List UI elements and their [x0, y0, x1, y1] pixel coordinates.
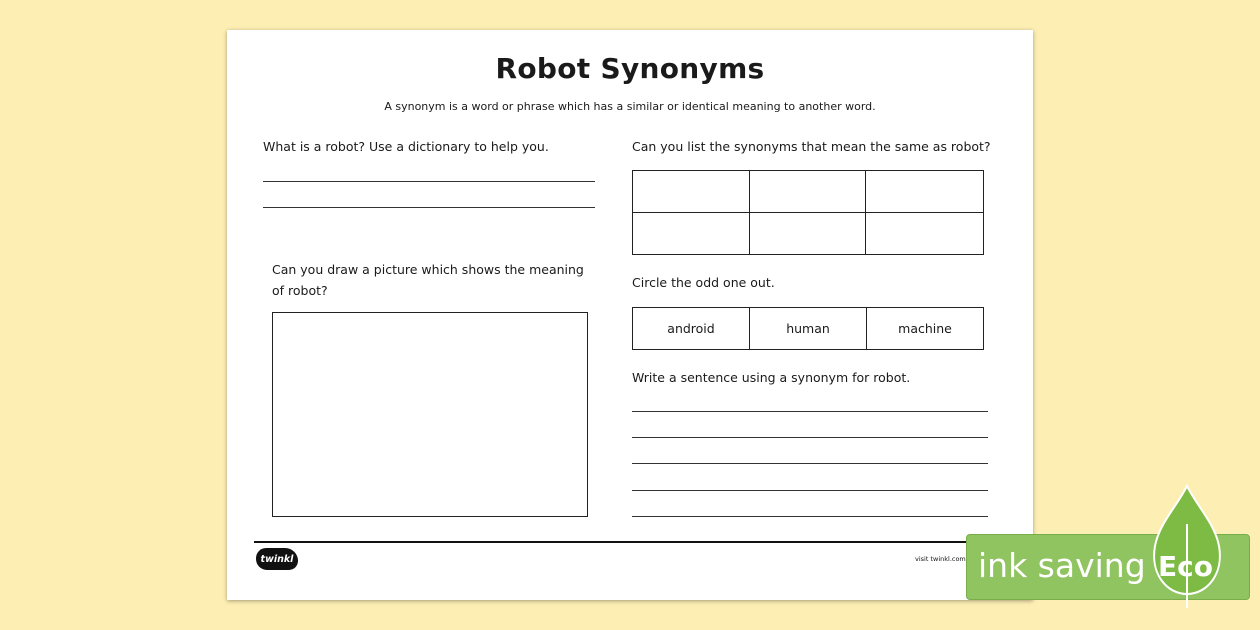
footer-divider [254, 541, 1006, 543]
sentence-line [632, 463, 988, 464]
sentence-line [632, 411, 988, 412]
synonym-cell [866, 213, 983, 255]
twinkl-logo: twinkl [256, 548, 298, 570]
question-draw [272, 259, 584, 301]
answer-line [263, 207, 595, 208]
question-definition: What is a robot? Use a dictionary to help you. [263, 139, 549, 154]
page-subtitle: A synonym is a word or phrase which has a similar or identical meaning to another word. [384, 100, 876, 113]
odd-option-human: human [750, 308, 867, 349]
sentence-line [632, 437, 988, 438]
drawing-box [272, 312, 588, 517]
answer-line [263, 181, 595, 182]
question-draw-line2: of robot? [272, 283, 328, 298]
worksheet-page [227, 30, 1033, 600]
sentence-line [632, 516, 988, 517]
synonym-cell [750, 213, 867, 255]
question-sentence: Write a sentence using a synonym for robot. [632, 370, 911, 385]
synonym-cell [866, 171, 983, 213]
page-title: Robot Synonyms [495, 52, 765, 85]
synonym-cell [633, 171, 750, 213]
odd-option-machine: machine [898, 321, 952, 336]
synonym-cell [750, 171, 867, 213]
question-synonyms: Can you list the synonyms that mean the same as robot? [632, 139, 991, 154]
ink-saving-label: ink saving [978, 546, 1146, 585]
synonym-grid [632, 170, 984, 255]
odd-one-out-table [632, 307, 984, 350]
eco-label: Eco [1158, 550, 1213, 583]
question-draw-line1: Can you draw a picture which shows the meaning [272, 262, 584, 277]
sentence-line [632, 490, 988, 491]
odd-option-android: android [633, 308, 750, 349]
footer-visit-text: visit twinkl.com [915, 555, 966, 563]
synonym-cell [633, 213, 750, 255]
question-odd-one-out: Circle the odd one out. [632, 275, 775, 290]
